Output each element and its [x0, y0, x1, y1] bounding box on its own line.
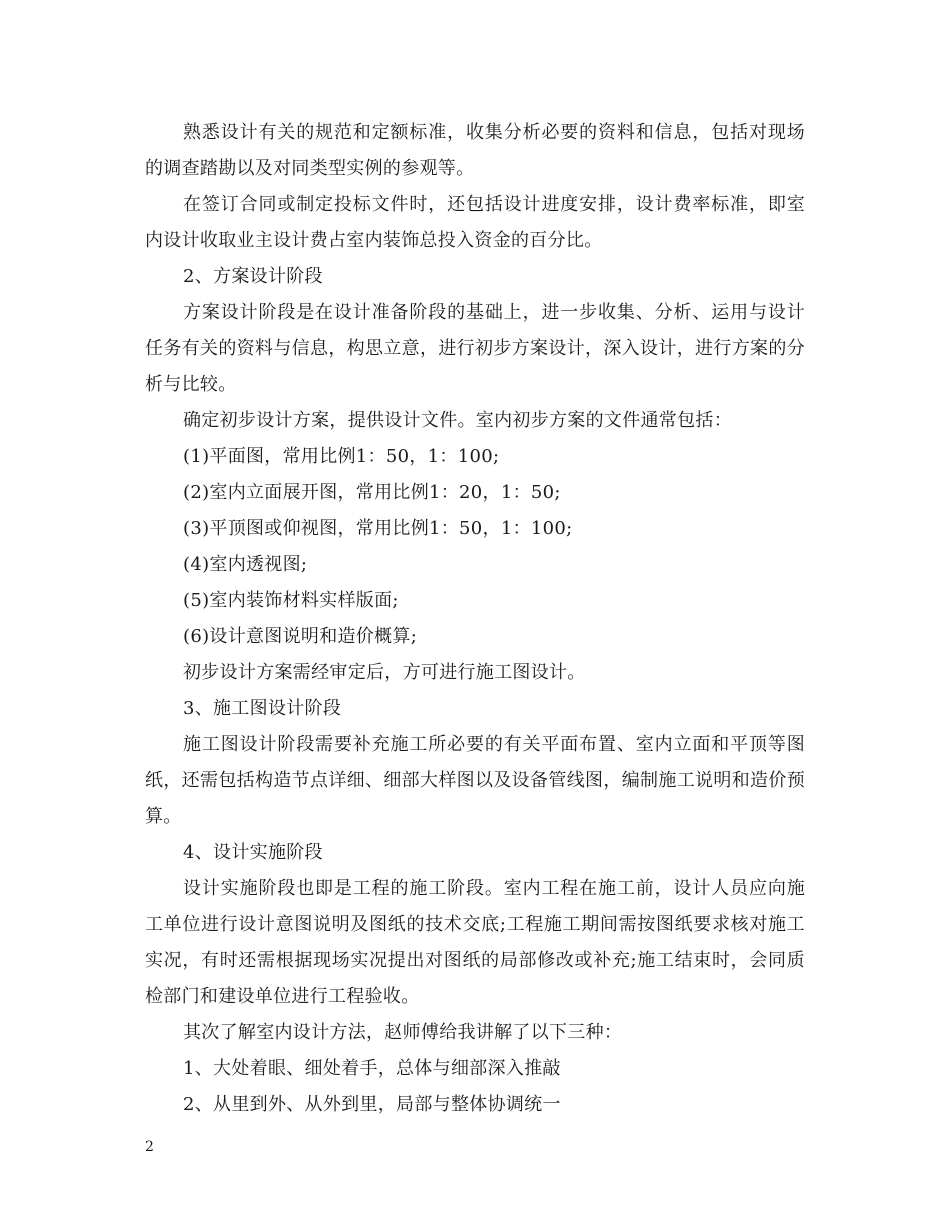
document-body [145, 115, 805, 1123]
list-item: (6)设计意图说明和造价概算; [183, 626, 418, 647]
paragraph: 熟悉设计有关的规范和定额标准，收集分析必要的资料和信息，包括对现场的调查踏勘以及对同类型实例的参观等。 [145, 122, 805, 179]
paragraph: 其次了解室内设计方法，赵师傅给我讲解了以下三种： [183, 1022, 623, 1043]
section-heading: 4、设计实施阶段 [183, 842, 323, 863]
section-heading: 3、施工图设计阶段 [183, 698, 342, 719]
list-item: (4)室内透视图; [183, 554, 308, 575]
paragraph: 初步设计方案需经审定后，方可进行施工图设计。 [183, 662, 586, 683]
list-item: 2、从里到外、从外到里，局部与整体协调统一 [183, 1094, 561, 1115]
list-item: (1)平面图，常用比例1：50，1：100; [183, 446, 500, 467]
list-item: 1、大处着眼、细处着手，总体与细部深入推敲 [183, 1058, 561, 1079]
paragraph: 施工图设计阶段需要补充施工所必要的有关平面布置、室内立面和平顶等图纸，还需包括构造节点详细、细部大样图以及设备管线图，编制施工说明和造价预算。 [145, 734, 805, 827]
paragraph: 在签订合同或制定投标文件时，还包括设计进度安排，设计费率标准，即室内设计收取业主设计费占室内装饰总投入资金的百分比。 [145, 194, 805, 251]
list-item: (2)室内立面展开图，常用比例1：20，1：50; [183, 482, 561, 503]
paragraph: 确定初步设计方案，提供设计文件。室内初步方案的文件通常包括： [183, 410, 732, 431]
list-item: (5)室内装饰材料实样版面; [183, 590, 399, 611]
section-heading: 2、方案设计阶段 [183, 266, 323, 287]
paragraph: 方案设计阶段是在设计准备阶段的基础上，进一步收集、分析、运用与设计任务有关的资料与信息，构思立意，进行初步方案设计，深入设计，进行方案的分析与比较。 [145, 302, 805, 395]
list-item: (3)平顶图或仰视图，常用比例1：50，1：100; [183, 518, 573, 539]
page-number: 2 [145, 1139, 154, 1155]
paragraph: 设计实施阶段也即是工程的施工阶段。室内工程在施工前，设计人员应向施工单位进行设计意图说明及图纸的技术交底;工程施工期间需按图纸要求核对施工实况，有时还需根据现场实况提出对图纸的局部修改或补充;施工结束时，会同质检部门和建设单位进行工程验收。 [145, 878, 805, 1007]
